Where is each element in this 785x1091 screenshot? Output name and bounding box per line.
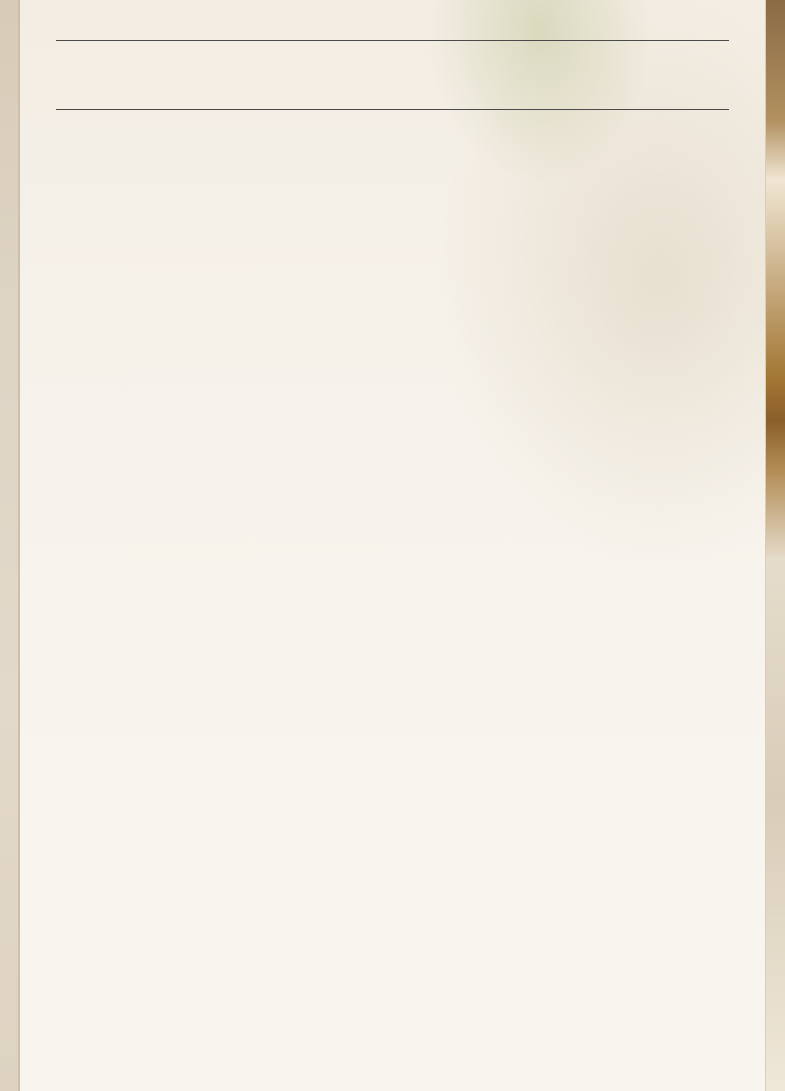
page-margin-left — [0, 0, 18, 1091]
menu-item-row — [56, 41, 729, 110]
menu-item-row — [56, 0, 729, 41]
menu-paper — [20, 0, 765, 1091]
page-margin-right — [766, 0, 785, 1091]
